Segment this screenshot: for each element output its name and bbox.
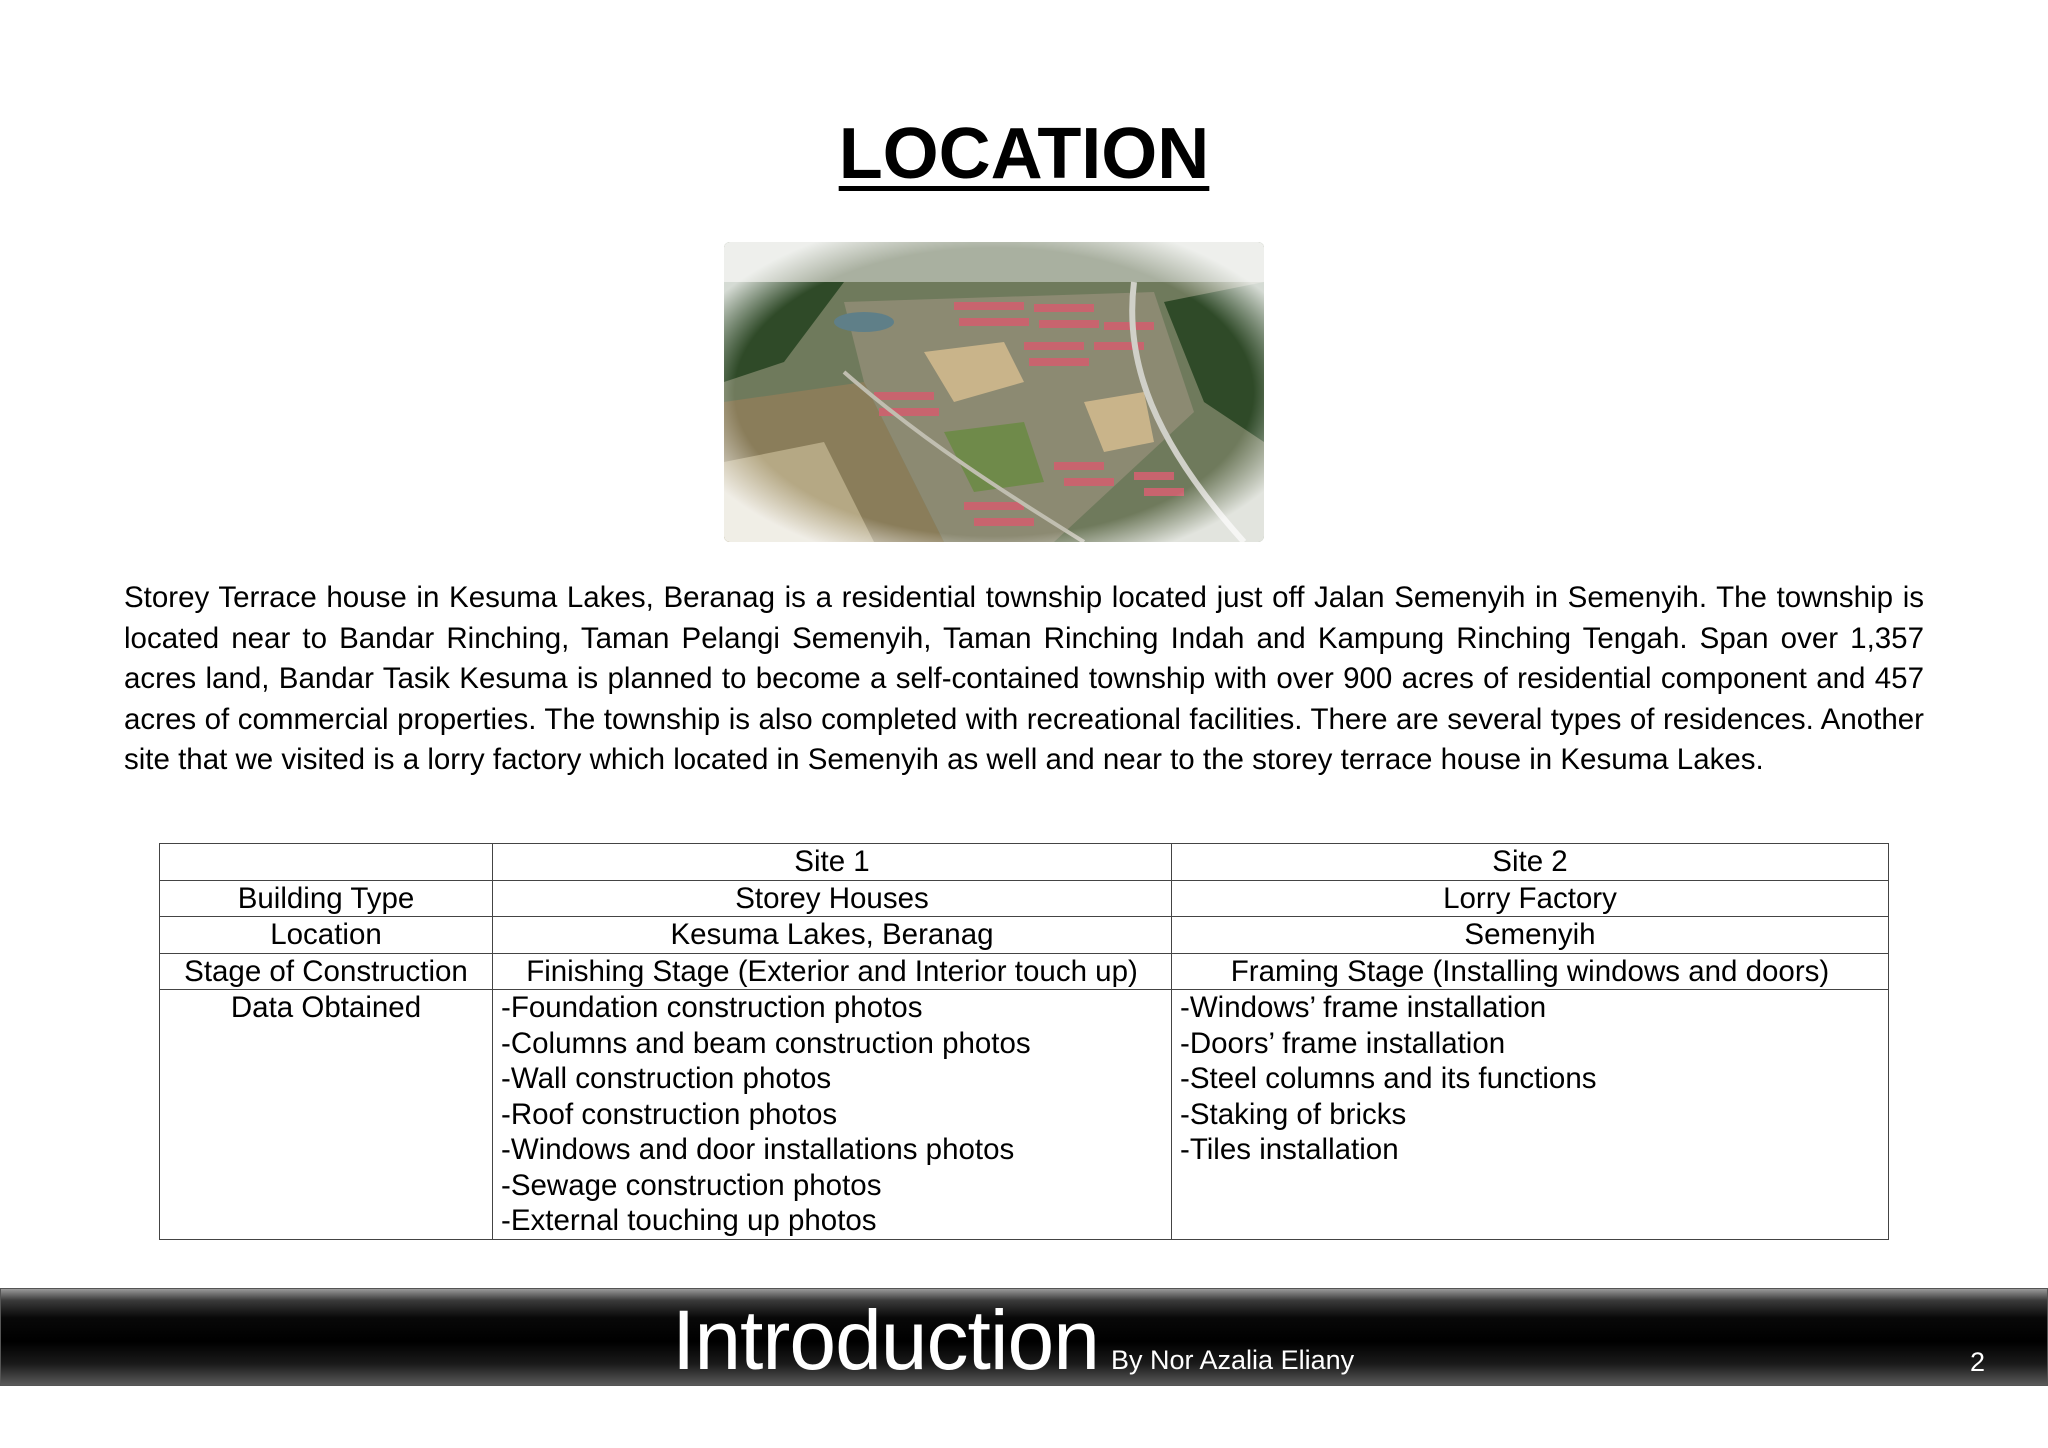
- table-cell: Framing Stage (Installing windows and doors): [1172, 953, 1889, 990]
- site1-data-list: [493, 990, 1172, 1240]
- description-paragraph: Storey Terrace house in Kesuma Lakes, Beranag is a residential township located just off Jalan Semenyih in Semenyih. The township is located near to Bandar Rinching, Taman Pelangi Semenyih, Taman Rinching Indah and Kampung Rinching Tengah. Span over 1,357 acres land, Bandar Tasik Kesuma is planned to become a self-contained township with over 900 acres of residential component and 457 acres of commercial properties. The township is also completed with recreational facilities. There are several types of residences. Another site that we visited is a lorry factory which located in Semenyih as well and near to the storey terrace house in Kesuma Lakes.: [124, 581, 1924, 777]
- table-header-cell: Site 2: [1172, 844, 1889, 881]
- row-label: Location: [160, 917, 493, 954]
- list-item: -Staking of bricks: [1180, 1097, 1407, 1131]
- table-cell: Lorry Factory: [1172, 880, 1889, 917]
- list-item: -Steel columns and its functions: [1180, 1062, 1597, 1095]
- list-item: -Roof construction photos: [501, 1097, 838, 1131]
- list-item: -Foundation construction photos: [501, 991, 923, 1024]
- list-item: -Tiles installation: [1180, 1133, 1399, 1166]
- list-item: -Windows’ frame installation: [1180, 991, 1547, 1024]
- row-label: Stage of Construction: [160, 953, 493, 990]
- table-header-cell: [160, 844, 493, 881]
- list-item: -Columns and beam construction photos: [501, 1026, 1031, 1060]
- list-item: -Windows and door installations photos: [501, 1133, 1015, 1166]
- township-aerial-photo: [724, 242, 1264, 542]
- table-row: [160, 990, 1889, 1240]
- site2-data-list: [1172, 990, 1889, 1240]
- table-row: [160, 880, 1889, 917]
- table-header-cell: Site 1: [493, 844, 1172, 881]
- row-label: Data Obtained: [160, 990, 493, 1240]
- table-header-row: [160, 844, 1889, 881]
- site-comparison-table: [159, 843, 1889, 1240]
- table-cell: Kesuma Lakes, Beranag: [493, 917, 1172, 954]
- table-row: [160, 953, 1889, 990]
- list-item: -Sewage construction photos: [501, 1168, 882, 1202]
- list-item: -External touching up photos: [501, 1204, 877, 1237]
- footer-author: By Nor Azalia Eliany: [1111, 1345, 1355, 1375]
- row-label: Building Type: [160, 880, 493, 917]
- list-item: -Doors’ frame installation: [1180, 1026, 1506, 1060]
- page-number: 2: [1970, 1347, 1986, 1377]
- table-cell: Storey Houses: [493, 880, 1172, 917]
- table-cell: Semenyih: [1172, 917, 1889, 954]
- page-title: LOCATION: [838, 114, 1210, 194]
- table-cell: Finishing Stage (Exterior and Interior touch up): [493, 953, 1172, 990]
- table-row: [160, 917, 1889, 954]
- footer-section-title: Introduction: [672, 1293, 1099, 1387]
- list-item: -Wall construction photos: [501, 1062, 832, 1095]
